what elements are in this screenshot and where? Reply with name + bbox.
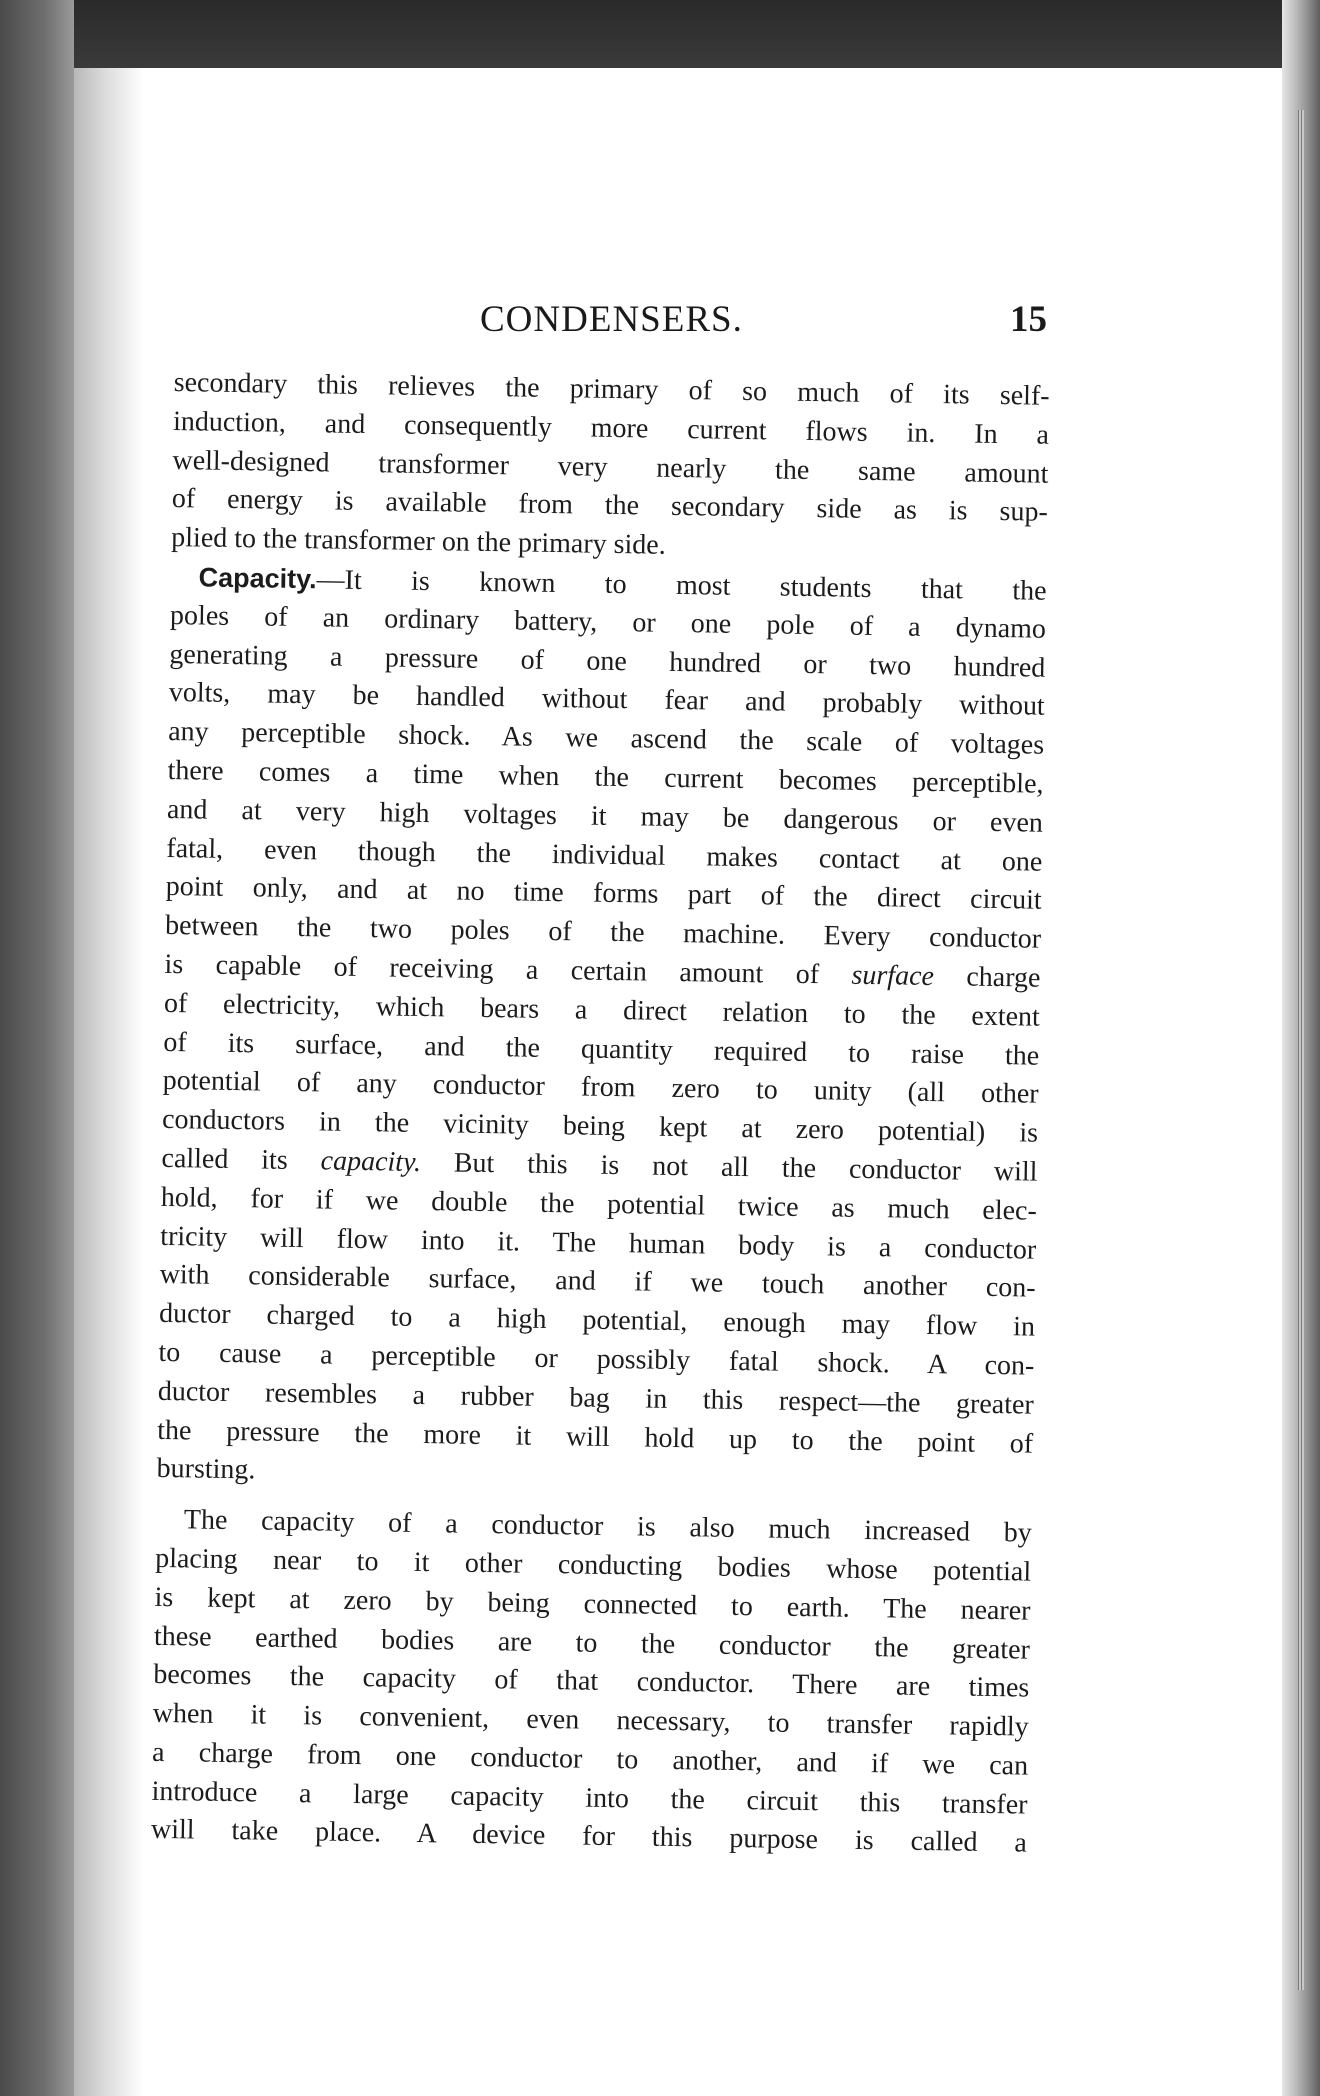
heading-run-in: —It is known to most students that the bbox=[316, 564, 1047, 607]
paragraph-capacity bbox=[156, 558, 1047, 1503]
text-line: is kept at zero by being connected to earth. The nearer bbox=[154, 1581, 1031, 1627]
text-line: and at very high voltages it may be dangerous or even bbox=[166, 793, 1044, 839]
text-line: fatal, even though the individual makes contact at one bbox=[166, 832, 1043, 878]
text-line: when it is convenient, even necessary, to transfer rapidly bbox=[152, 1697, 1029, 1743]
italic-term: surface bbox=[851, 959, 935, 992]
text-line: plied to the transformer on the primary side. bbox=[171, 522, 666, 561]
text-line: conductors in the vicinity being kept at zero potential) is bbox=[161, 1104, 1039, 1149]
text-line: of energy is available from the secondary side as is sup- bbox=[171, 483, 1049, 529]
text-line: of electricity, which bears a direct relation to the extent bbox=[163, 987, 1041, 1033]
text-line: a charge from one conductor to another, and if we can bbox=[151, 1736, 1029, 1782]
text-line: poles of an ordinary battery, or one pole of a dynamo bbox=[169, 599, 1047, 645]
text-line: introduce a large capacity into the circuit this transfer bbox=[151, 1775, 1028, 1821]
text-line: with considerable surface, and if we touch another con- bbox=[159, 1259, 1036, 1304]
text-line: hold, for if we double the potential twice as much elec- bbox=[160, 1181, 1038, 1227]
text-run: is capable of receiving a certain amount of bbox=[164, 948, 852, 991]
page-header bbox=[150, 298, 1282, 348]
text-run: charge bbox=[933, 960, 1041, 994]
running-title: CONDENSERS. bbox=[480, 299, 743, 340]
text-line: bursting. bbox=[156, 1453, 256, 1486]
text-line: tricity will flow into it. The human body is a conductor bbox=[160, 1220, 1037, 1266]
paragraph-continuation bbox=[171, 364, 1050, 572]
text-line: will take place. A device for this purpose is called a bbox=[150, 1814, 1028, 1860]
page-number: 15 bbox=[1010, 299, 1047, 340]
text-line: generating a pressure of one hundred or two hundred bbox=[169, 638, 1046, 684]
body-text bbox=[151, 364, 1050, 1864]
text-line: volts, may be handled without fear and probably without bbox=[168, 677, 1045, 723]
text-line: the pressure the more it will hold up to the point of bbox=[157, 1414, 1034, 1460]
paragraph-earthed-bodies bbox=[151, 1501, 1032, 1864]
text-run: called its bbox=[161, 1142, 321, 1177]
text-line: there comes a time when the current becomes perceptible, bbox=[167, 754, 1044, 800]
text-line: between the two poles of the machine. Every conductor bbox=[164, 910, 1042, 955]
book-page-edges bbox=[1298, 110, 1304, 1990]
text-line: induction, and consequently more current flows in. In a bbox=[172, 405, 1050, 451]
text-line: secondary this relieves the primary of so much of its self- bbox=[173, 366, 1050, 412]
text-run: But this is not all the conductor will bbox=[420, 1146, 1038, 1188]
text-line: point only, and at no time forms part of the direct circuit bbox=[165, 871, 1042, 917]
text-line: ductor resembles a rubber bag in this respect—the greater bbox=[157, 1375, 1035, 1421]
text-line: The capacity of a conductor is also much increased by bbox=[183, 1504, 1032, 1549]
page-gutter-shadow bbox=[74, 68, 144, 2096]
scan-border-top bbox=[0, 0, 1320, 68]
scan-border-left bbox=[0, 0, 74, 2096]
text-line: these earthed bodies are to the conductor the greater bbox=[153, 1620, 1031, 1666]
text-line: ductor charged to a high potential, enough may flow in bbox=[158, 1298, 1036, 1343]
text-line: any perceptible shock. As we ascend the scale of voltages bbox=[167, 716, 1045, 761]
text-line: well-designed transformer very nearly the same amount bbox=[172, 444, 1049, 490]
text-line: becomes the capacity of that conductor. There are times bbox=[153, 1659, 1030, 1704]
text-line: placing near to it other conducting bodies whose potential bbox=[154, 1542, 1032, 1588]
book-page bbox=[150, 68, 1282, 2096]
italic-term: capacity. bbox=[320, 1145, 422, 1178]
text-line: potential of any conductor from zero to unity (all other bbox=[162, 1065, 1039, 1111]
section-heading: Capacity. bbox=[198, 562, 317, 595]
text-line: to cause a perceptible or possibly fatal shock. A con- bbox=[158, 1336, 1035, 1382]
text-line: of its surface, and the quantity required to raise the bbox=[163, 1026, 1040, 1072]
